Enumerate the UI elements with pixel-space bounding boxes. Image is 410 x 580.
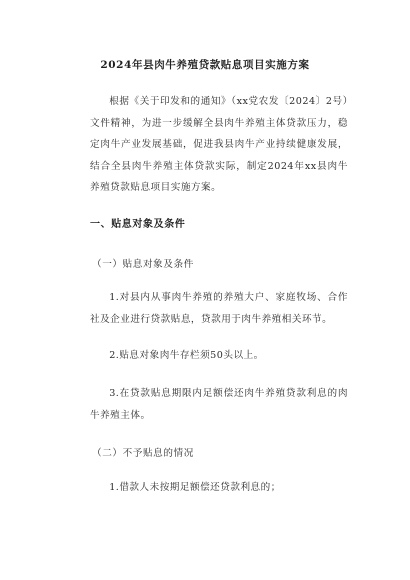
document-title: 2024年县肉牛养殖贷款贴息项目实施方案: [100, 59, 310, 71]
intro-paragraph: 根据《关于印发和的通知》（xx党农发〔2024〕2号）文件精神，为进一步缓解全县肉牛养殖主体贷款压力，稳定肉牛产业发展基础，促进我县肉牛产业持续健康发展，结合全县肉牛养殖主体贷款实际，制定2024年xx县肉牛养殖贷款贴息项目实施方案。: [90, 96, 348, 193]
subsection-heading-1: （一）贴息对象及条件: [92, 259, 194, 270]
list-item-2: 2.贴息对象肉牛存栏须50头以上。: [109, 350, 264, 361]
section-heading-1: 一、贴息对象及条件: [90, 219, 186, 230]
subsection-heading-2: （二）不予贴息的情况: [92, 448, 194, 459]
list-item-3: 3.在贷款贴息期限内足额偿还肉牛养殖贷款利息的肉牛养殖主体。: [90, 388, 348, 421]
list-item-4: 1.借款人未按期足额偿还贷款利息的；: [109, 482, 281, 493]
list-item-1: 1.对县内从事肉牛养殖的养殖大户、家庭牧场、合作社及企业进行贷款贴息，贷款用于肉牛养殖相关环节。: [90, 292, 348, 325]
